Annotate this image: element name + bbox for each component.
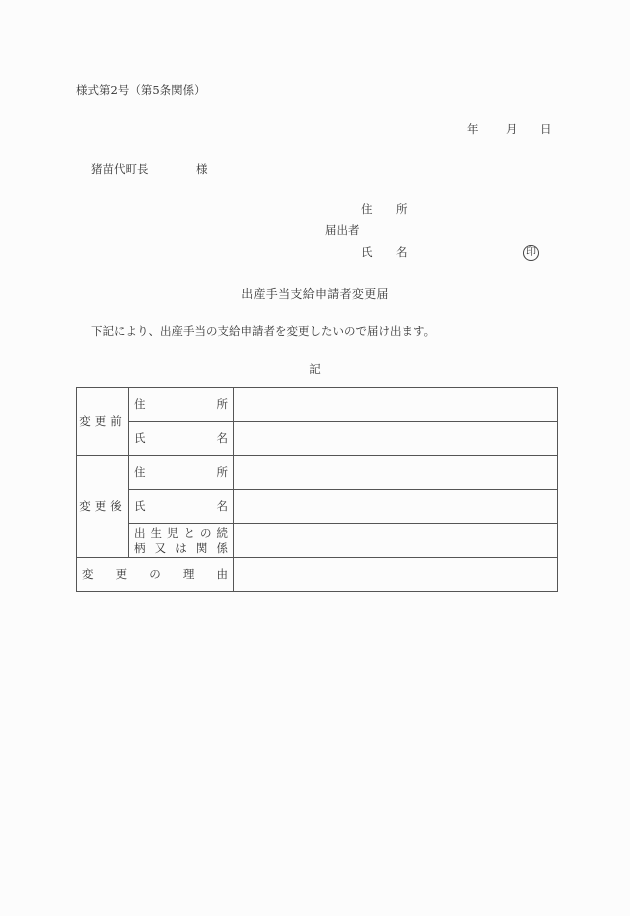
date-day-label: 日 — [540, 122, 552, 136]
document-body: 下記により、出産手当の支給申請者を変更したいので届け出ます。 — [91, 324, 436, 338]
addressee-honorific: 様 — [196, 162, 208, 176]
document-title: 出産手当支給申請者変更届 — [241, 287, 389, 301]
reason-field[interactable] — [234, 558, 558, 592]
applicant-role-label: 届出者 — [325, 223, 360, 237]
ki-heading: 記 — [309, 362, 321, 376]
after-address-label: 住 所 — [129, 456, 234, 490]
table-row — [77, 422, 558, 456]
date-year-label: 年 — [467, 122, 479, 136]
applicant-name-label-2: 名 — [396, 245, 408, 259]
before-address-field[interactable] — [234, 388, 558, 422]
date-month-label: 月 — [506, 122, 518, 136]
before-address-label: 住 所 — [129, 388, 234, 422]
table-row — [77, 558, 558, 592]
applicant-name-label-1: 氏 — [361, 245, 373, 259]
table-row — [77, 456, 558, 490]
addressee-name: 猪苗代町長 — [91, 162, 149, 176]
applicant-address-label-1: 住 — [361, 202, 373, 216]
table-row — [77, 388, 558, 422]
relationship-field[interactable] — [234, 524, 558, 558]
change-details-table — [76, 387, 558, 592]
applicant-address-label-2: 所 — [396, 202, 408, 216]
before-name-label: 氏 名 — [129, 422, 234, 456]
form-number: 様式第2号（第5条関係） — [76, 83, 206, 97]
before-name-field[interactable] — [234, 422, 558, 456]
before-group-label: 変更前 — [77, 388, 129, 456]
seal-mark-icon: 印 — [523, 245, 539, 261]
after-address-field[interactable] — [234, 456, 558, 490]
table-row — [77, 490, 558, 524]
table-row — [77, 524, 558, 558]
after-name-field[interactable] — [234, 490, 558, 524]
after-name-label: 氏 名 — [129, 490, 234, 524]
reason-label: 変 更 の 理 由 — [77, 558, 234, 592]
after-group-label: 変更後 — [77, 456, 129, 558]
relationship-label: 出 生 児 と の 続 柄 又 は 関 係 — [129, 524, 234, 558]
